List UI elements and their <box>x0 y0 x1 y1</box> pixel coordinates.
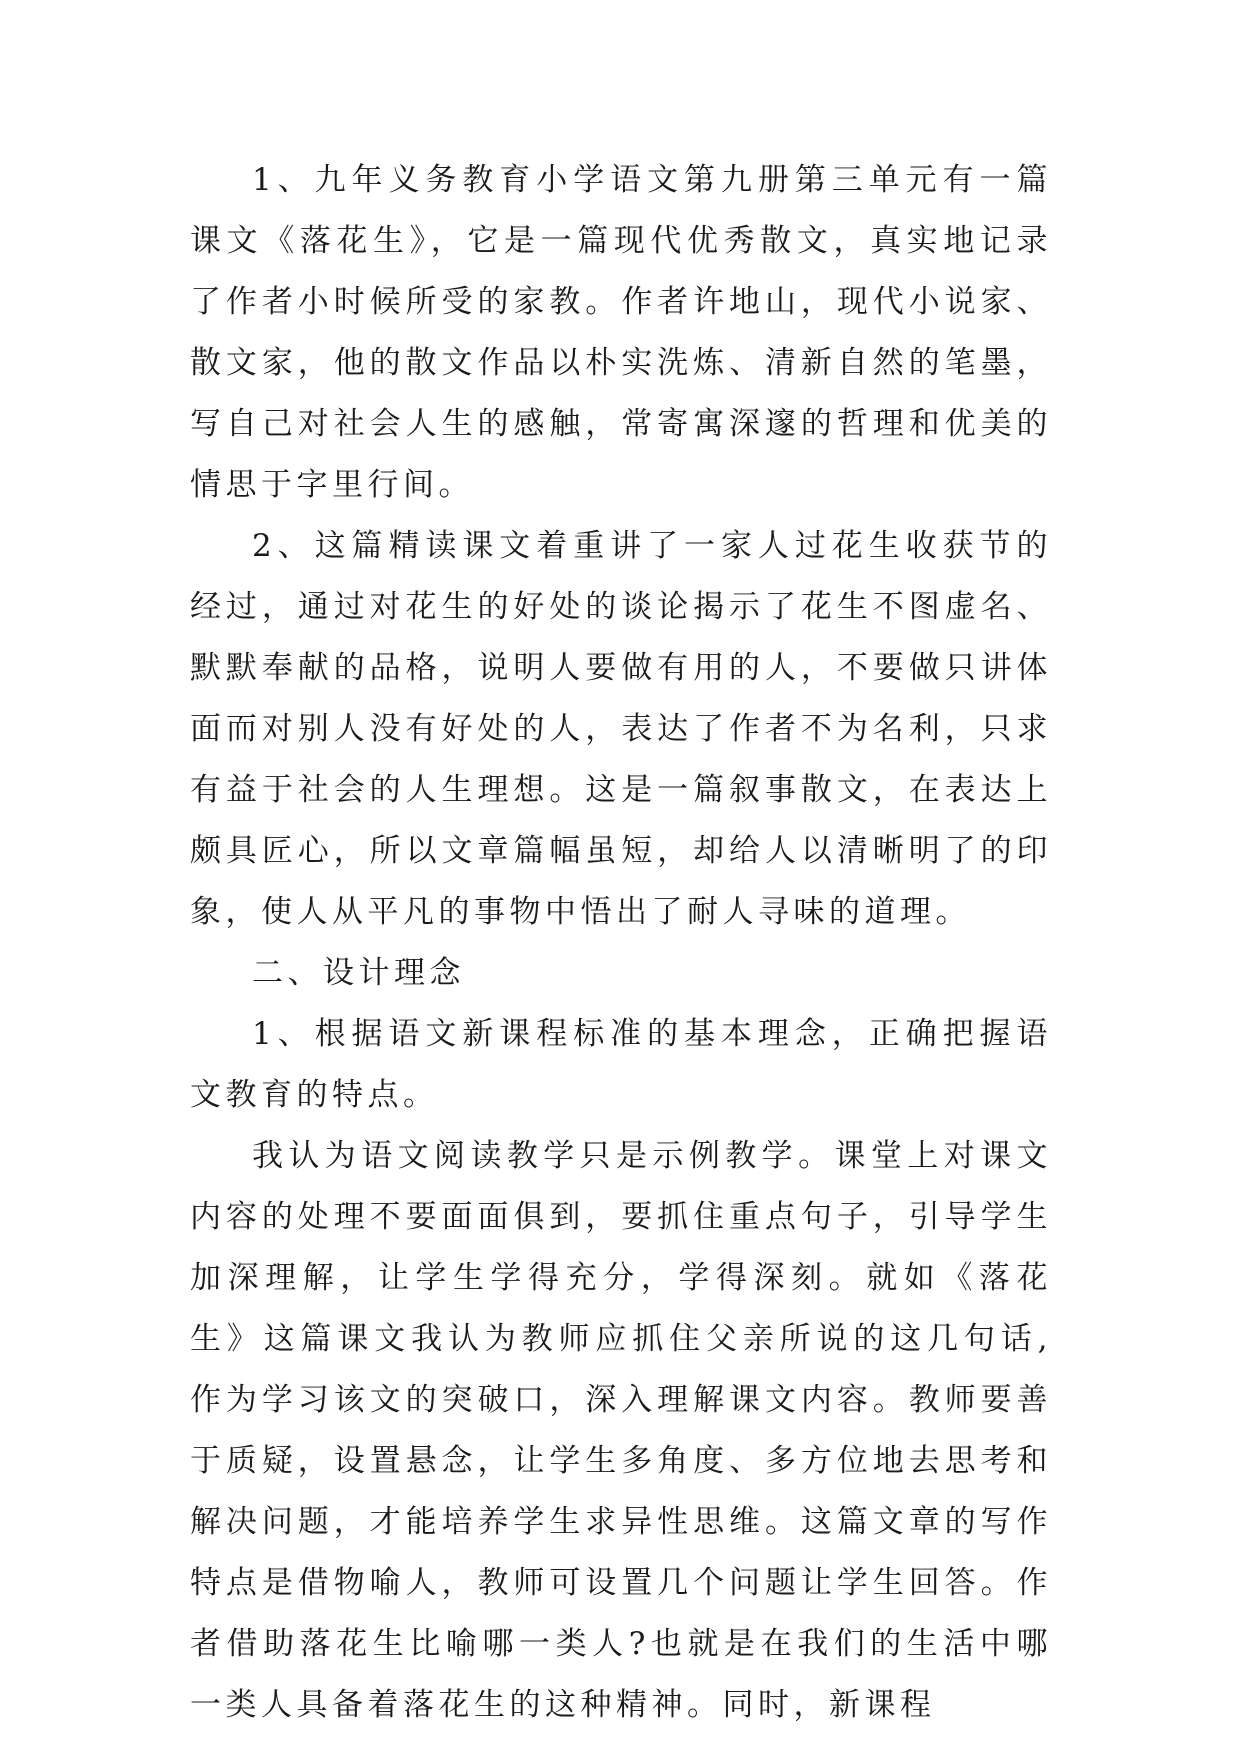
paragraph-teaching-view: 我认为语文阅读教学只是示例教学。课堂上对课文内容的处理不要面面俱到，要抓住重点句子，引导学生加深理解，让学生学得充分，学得深刻。就如《落花生》这篇课文我认为教师应抓住父亲所说的这几句话,作为学习该文的突破口，深入理解课文内容。教师要善于质疑，设置悬念，让学生多角度、多方位地去思考和解决问题，才能培养学生求异性思维。这篇文章的写作特点是借物喻人，教师可设置几个问题让学生回答。作者借助落花生比喻哪一类人?也就是在我们的生活中哪一类人具备着落花生的这种精神。同时，新课程 <box>190 1138 1052 1723</box>
paragraph-intro-text: 1、九年义务教育小学语文第九册第三单元有一篇课文《落花生》，它是一篇现代优秀散文，真实地记录了作者小时候所受的家教。作者许地山，现代小说家、散文家，他的散文作品以朴实洗炼、清新自然的笔墨，写自己对社会人生的感触，常寄寓深邃的哲理和优美的情思于字里行间。 <box>190 162 1052 503</box>
section-heading-design-concept: 二、设计理念 <box>252 955 465 991</box>
paragraph-lesson-summary: 2、这篇精读课文着重讲了一家人过花生收获节的经过，通过对花生的好处的谈论揭示了花生不图虚名、默默奉献的品格，说明人要做有用的人，不要做只讲体面而对别人没有好处的人，表达了作者不为名利，只求有益于社会的人生理想。这是一篇叙事散文，在表达上颇具匠心，所以文章篇幅虽短，却给人以清晰明了的印象，使人从平凡的事物中悟出了耐人寻味的道理。 <box>190 528 1052 930</box>
paragraph-design-point-1: 1、根据语文新课程标准的基本理念，正确把握语文教育的特点。 <box>190 1016 1052 1113</box>
document-body <box>190 150 1052 1736</box>
